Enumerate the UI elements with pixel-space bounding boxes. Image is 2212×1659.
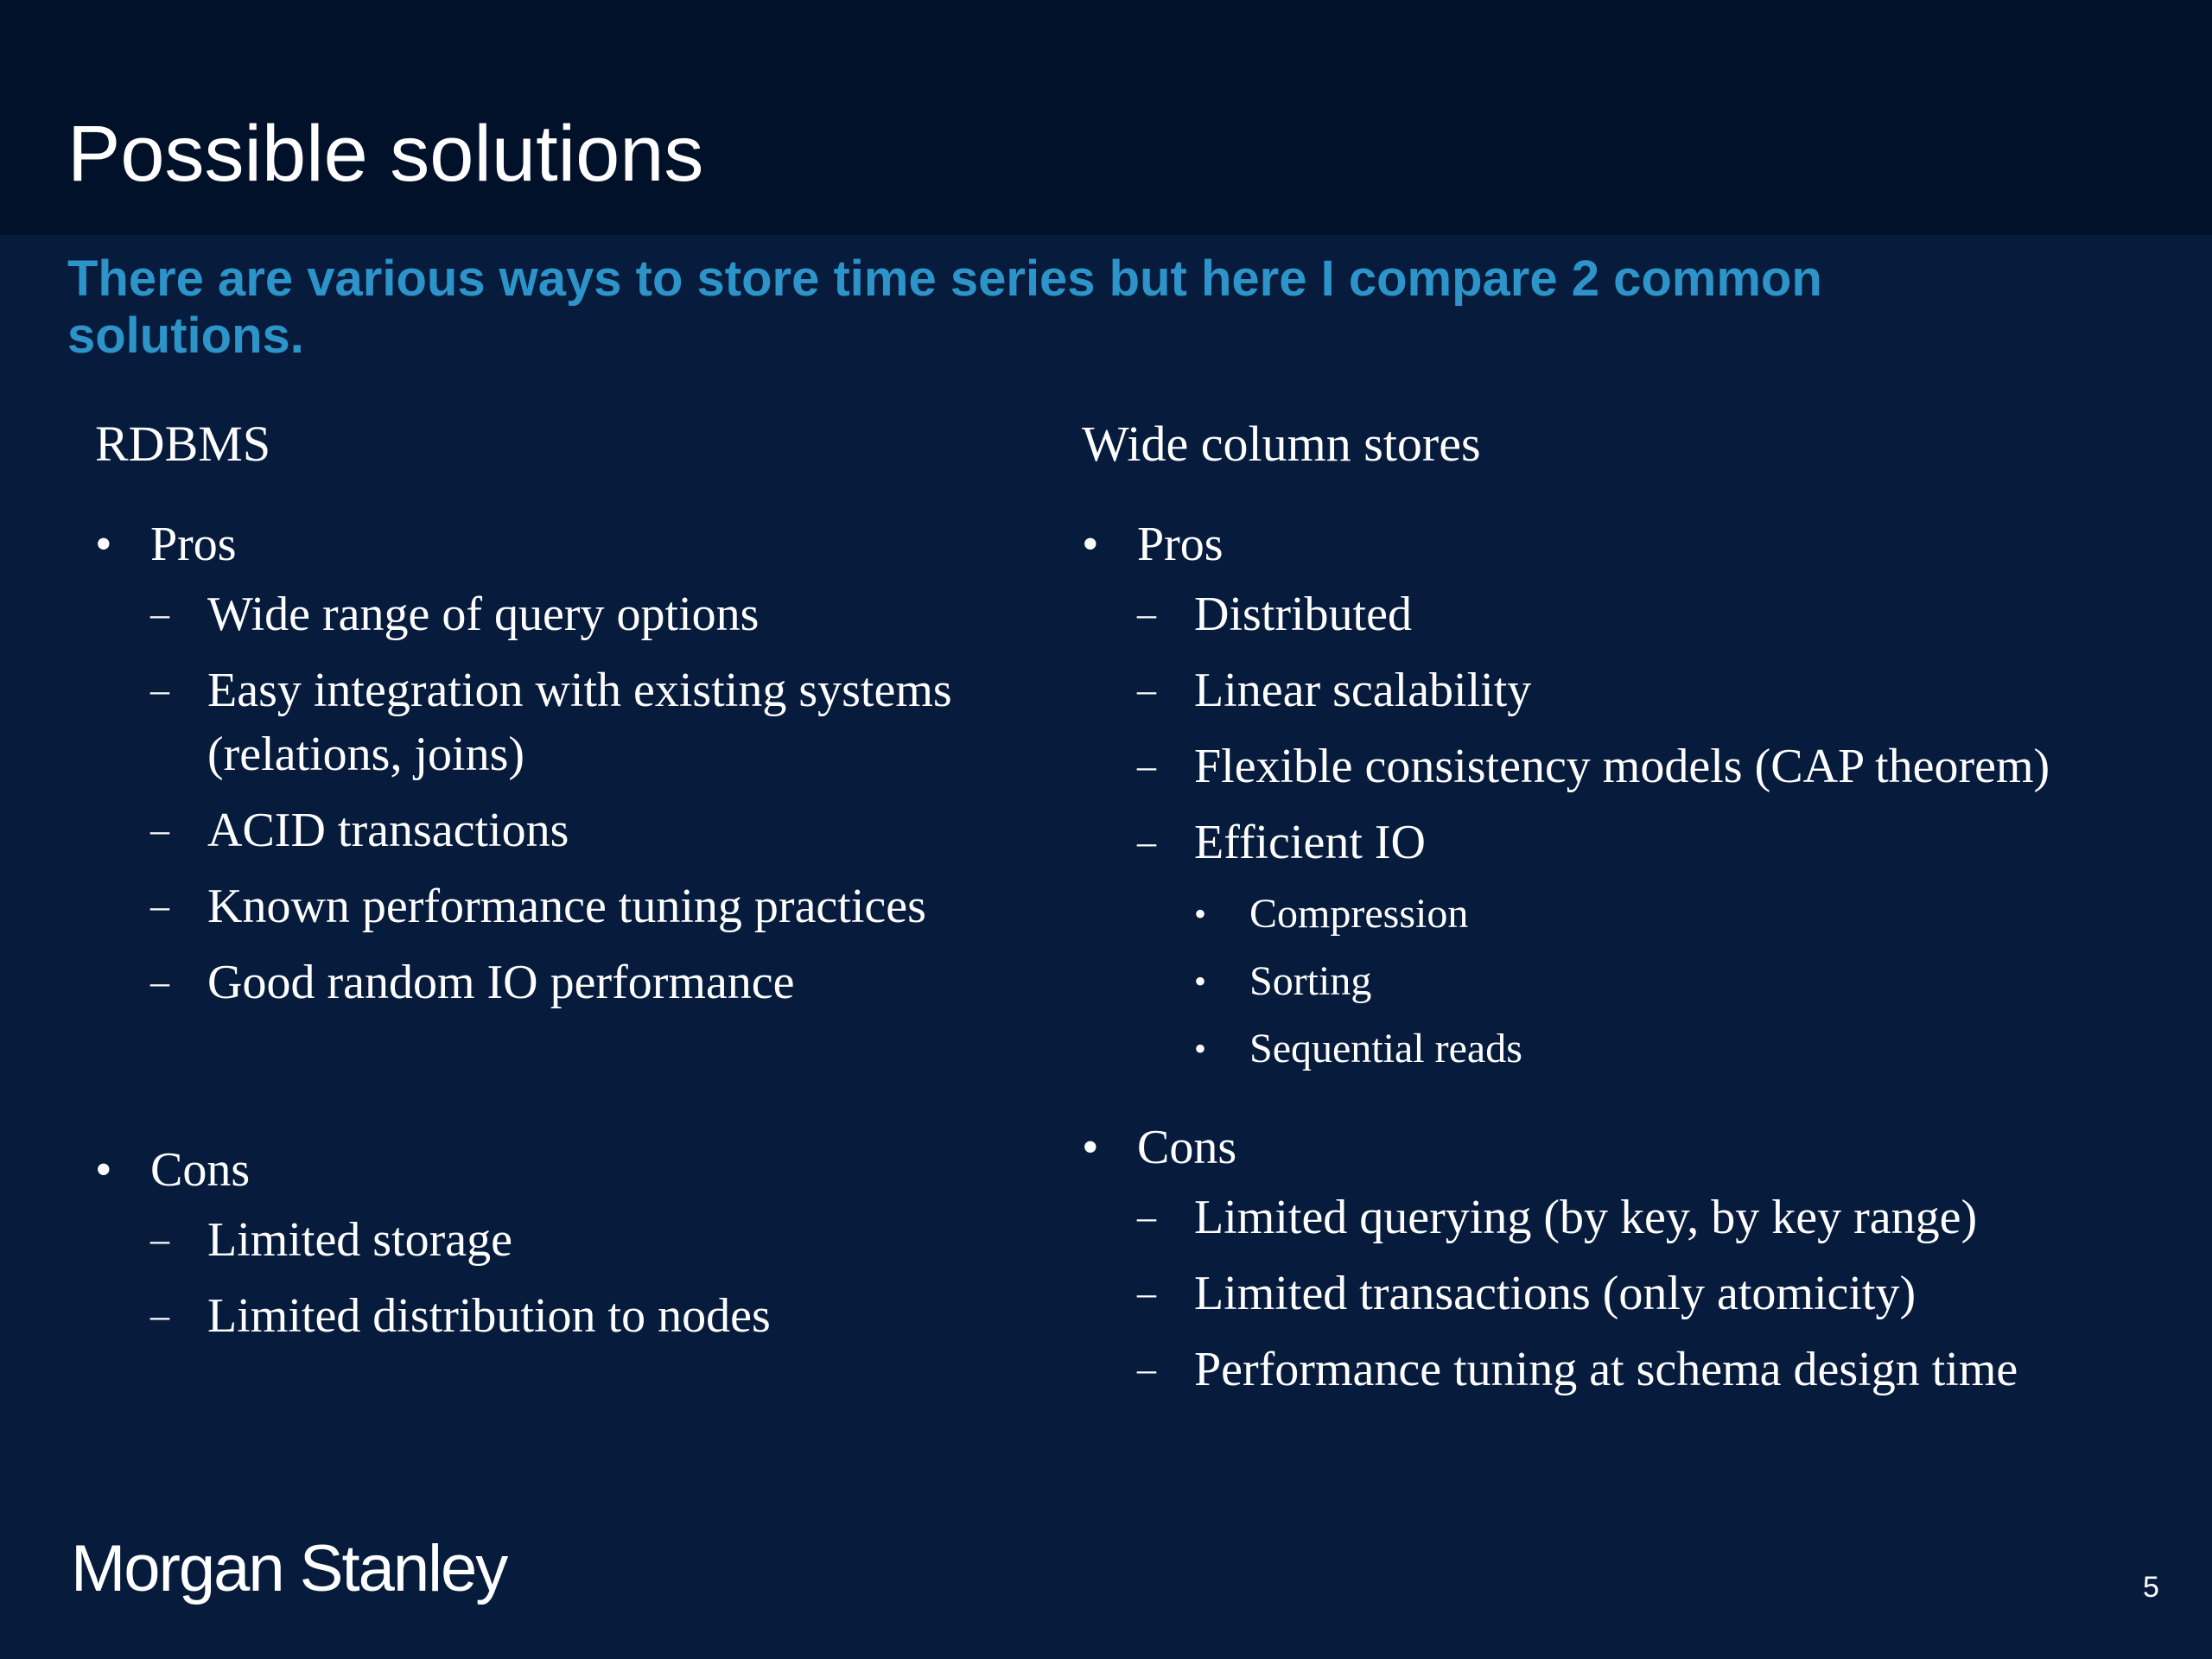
sub-list-item-text: Compression: [1249, 891, 1469, 937]
page-number: 5: [2143, 1571, 2159, 1604]
list-item: [1082, 582, 2188, 646]
list-item: [95, 1284, 1046, 1348]
rdbms-pros-group: [95, 506, 1046, 1014]
wide-column-heading: Wide column stores: [1082, 416, 1481, 472]
dash-icon: –: [150, 885, 169, 927]
bullet-icon: •: [1194, 962, 1207, 1001]
rdbms-pros-label: Pros: [150, 518, 237, 571]
bullet-icon: •: [1082, 1121, 1099, 1174]
list-item-text: Wide range of query options: [207, 588, 760, 641]
company-logo: Morgan Stanley: [71, 1532, 507, 1605]
rdbms-pros-item: [95, 506, 1046, 582]
sub-list-item: [1082, 954, 2188, 1009]
list-item: [1082, 1262, 2188, 1325]
list-item-text: Limited transactions (only atomicity): [1194, 1267, 1916, 1320]
wide-column-pros-group: [1082, 506, 2188, 1077]
list-item-text: Known performance tuning practices: [207, 880, 926, 933]
dash-icon: –: [150, 1294, 169, 1337]
list-item-text: Easy integration with existing systems (relations, joins): [207, 664, 952, 781]
dash-icon: –: [1137, 669, 1156, 711]
spacer: [95, 1027, 1046, 1132]
dash-icon: –: [1137, 1272, 1156, 1314]
list-item-text: Distributed: [1194, 588, 1412, 641]
dash-icon: –: [150, 961, 169, 1003]
list-item: [95, 658, 1046, 786]
dash-icon: –: [150, 593, 169, 635]
rdbms-cons-label: Cons: [150, 1143, 251, 1197]
list-item: [95, 874, 1046, 938]
bullet-icon: •: [95, 518, 112, 571]
list-item-text: Limited querying (by key, by key range): [1194, 1191, 1978, 1244]
list-item-text: ACID transactions: [207, 804, 569, 857]
list-item-text: Linear scalability: [1194, 664, 1532, 717]
wide-column-cons-label: Cons: [1137, 1121, 1237, 1174]
list-item-text: Limited distribution to nodes: [207, 1289, 771, 1343]
dash-icon: –: [150, 1218, 169, 1261]
list-item: [1082, 1185, 2188, 1249]
list-item-text: Performance tuning at schema design time: [1194, 1343, 2018, 1396]
rdbms-column: [95, 413, 1046, 1360]
dash-icon: –: [1137, 821, 1156, 863]
rdbms-cons-item: [95, 1132, 1046, 1208]
list-item-text: Flexible consistency models (CAP theorem): [1194, 740, 2050, 793]
list-item-text: Good random IO performance: [207, 956, 795, 1009]
rdbms-cons-group: [95, 1132, 1046, 1348]
list-item: [1082, 734, 2188, 798]
bullet-icon: •: [1194, 894, 1207, 933]
list-item: [95, 582, 1046, 646]
list-item-text: Efficient IO: [1194, 816, 1426, 869]
dash-icon: –: [150, 669, 169, 711]
spacer: [1082, 1089, 2188, 1109]
wide-column-pros-item: [1082, 506, 2188, 582]
bullet-icon: •: [1194, 1029, 1207, 1068]
dash-icon: –: [1137, 1196, 1156, 1238]
sub-list-item: [1082, 1021, 2188, 1077]
sub-list-item: [1082, 887, 2188, 942]
bullet-icon: •: [1082, 518, 1099, 571]
list-item: [95, 798, 1046, 862]
list-item-text: Limited storage: [207, 1213, 513, 1267]
dash-icon: –: [1137, 593, 1156, 635]
sub-list-item-text: Sequential reads: [1249, 1026, 1522, 1071]
wide-column-cons-group: [1082, 1109, 2188, 1402]
rdbms-heading: RDBMS: [95, 416, 271, 472]
bullet-icon: •: [95, 1143, 112, 1197]
slide-subtitle: There are various ways to store time series but here I compare 2 common solutions.: [67, 251, 1822, 364]
sub-list-item-text: Sorting: [1249, 958, 1372, 1004]
dash-icon: –: [1137, 1348, 1156, 1390]
list-item: [1082, 810, 2188, 874]
list-item: [95, 1208, 1046, 1272]
list-item: [1082, 1338, 2188, 1402]
wide-column-pros-label: Pros: [1137, 518, 1224, 571]
wide-column-stores-column: [1082, 413, 2188, 1414]
slide-title: Possible solutions: [67, 110, 704, 198]
wide-column-cons-item: [1082, 1109, 2188, 1185]
list-item: [1082, 658, 2188, 722]
list-item: [95, 950, 1046, 1014]
dash-icon: –: [150, 809, 169, 851]
dash-icon: –: [1137, 745, 1156, 787]
